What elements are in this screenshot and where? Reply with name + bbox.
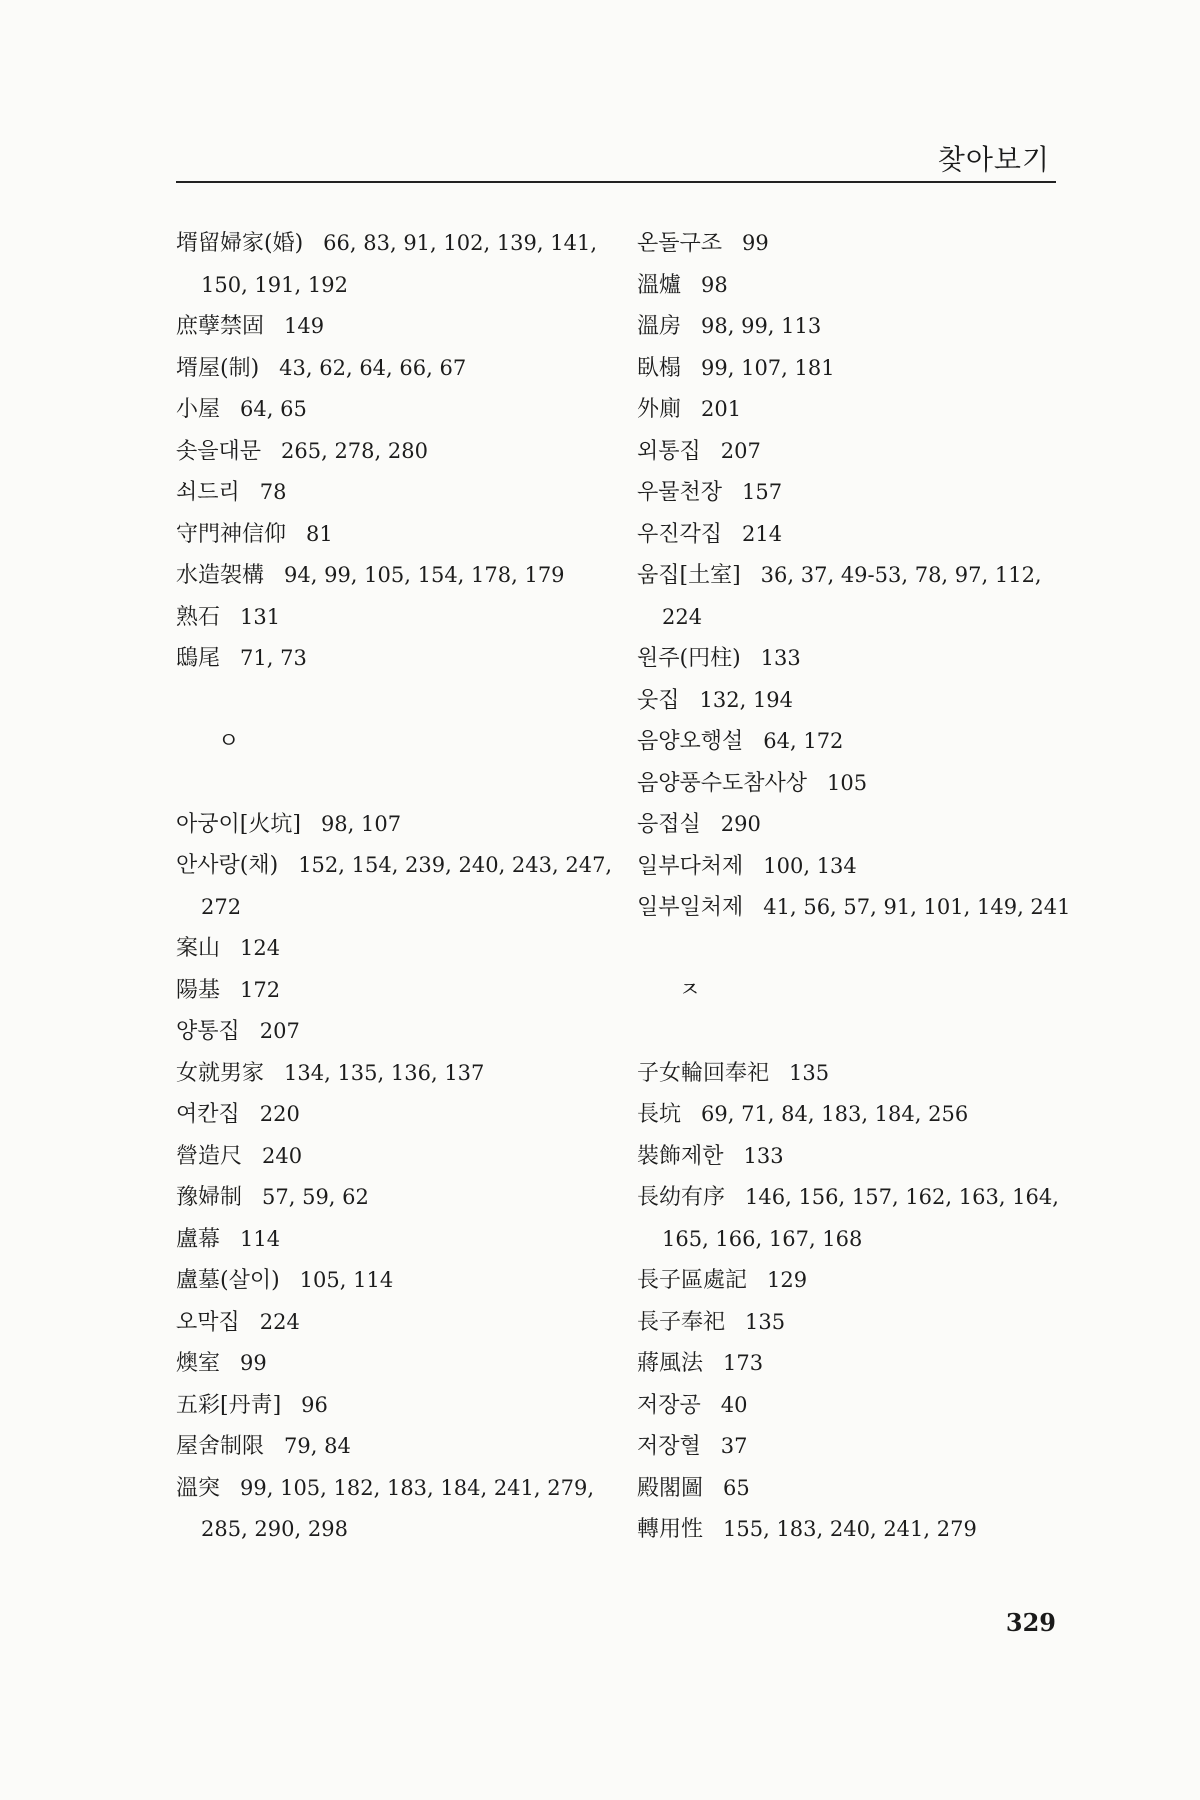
index-term: 壻留婦家(婚)	[176, 231, 304, 256]
index-pages: 98, 107	[320, 811, 402, 836]
index-pages: 133	[743, 1143, 784, 1168]
index-pages: 114	[240, 1226, 281, 1251]
index-entry	[637, 1343, 1077, 1385]
index-term: 殿閣圖	[637, 1475, 704, 1501]
index-term: 盧墓(살이)	[176, 1268, 280, 1293]
index-pages: 71, 73	[240, 646, 307, 670]
index-term: 쇠드리	[176, 480, 240, 505]
index-entry	[176, 1302, 616, 1344]
index-term: 응접실	[637, 812, 701, 837]
index-entry	[637, 804, 1077, 846]
index-pages: 78	[259, 480, 287, 504]
index-term: 溫突	[176, 1475, 221, 1501]
index-entry	[176, 389, 616, 431]
index-pages: 43, 62, 64, 66, 67	[279, 355, 467, 380]
index-entry	[176, 1468, 616, 1551]
index-pages: 65	[723, 1475, 750, 1500]
index-term: 長幼有序	[637, 1185, 726, 1210]
index-pages: 146, 156, 157, 162, 163, 164, 165, 166, 167, 168	[662, 1185, 1059, 1251]
index-entry	[637, 389, 1077, 431]
index-entry	[176, 970, 616, 1012]
index-pages: 37	[720, 1434, 748, 1458]
index-pages: 207	[259, 1019, 300, 1043]
running-header-title: 찾아보기	[937, 143, 1050, 176]
index-pages: 124	[240, 936, 281, 960]
index-term: 오막집	[176, 1309, 240, 1335]
index-term: 일부다처제	[637, 853, 744, 879]
index-pages: 99, 107, 181	[701, 355, 835, 380]
index-entry	[176, 638, 616, 680]
index-entry	[637, 887, 1077, 929]
index-pages: 69, 71, 84, 183, 184, 256	[701, 1102, 969, 1126]
index-term: 일부일처제	[637, 895, 744, 920]
index-entry	[176, 223, 616, 306]
index-column-left	[176, 223, 616, 1551]
index-pages: 96	[301, 1392, 328, 1417]
index-term: 燠室	[176, 1351, 221, 1376]
index-pages: 157	[742, 480, 783, 504]
index-pages: 135	[745, 1309, 786, 1334]
section-heading: ㅈ	[679, 977, 701, 1003]
index-term: 溫房	[637, 314, 682, 339]
index-term: 小屋	[176, 397, 221, 422]
index-term: 음양오행설	[637, 729, 744, 754]
index-term: 웃집	[637, 687, 680, 713]
index-pages: 98	[701, 272, 728, 297]
index-term: 女就男家	[176, 1060, 265, 1086]
index-term: 守門神信仰	[176, 521, 287, 547]
index-entry	[176, 1260, 616, 1302]
index-term: 轉用性	[637, 1517, 704, 1542]
index-entry	[176, 431, 616, 473]
index-entry	[176, 1094, 616, 1136]
index-entry	[176, 1219, 616, 1261]
index-entry	[637, 638, 1077, 680]
index-entry	[637, 555, 1077, 638]
index-entry	[176, 1136, 616, 1178]
index-term: 豫婦制	[176, 1185, 243, 1210]
index-entry	[637, 306, 1077, 348]
index-term: 저장공	[637, 1392, 701, 1418]
index-term: 외통집	[637, 438, 701, 464]
index-entry	[637, 431, 1077, 473]
index-entry	[176, 845, 616, 928]
index-term: 鴟尾	[176, 646, 221, 671]
index-term: 長坑	[637, 1102, 682, 1127]
index-pages: 172	[240, 977, 281, 1002]
index-term: 營造尺	[176, 1143, 243, 1169]
index-term: 아궁이[火坑]	[176, 811, 301, 837]
index-entry	[637, 1385, 1077, 1427]
index-term: 움집[土室]	[637, 563, 741, 588]
index-entry	[176, 348, 616, 390]
index-entry	[637, 721, 1077, 763]
index-pages: 132, 194	[699, 687, 794, 712]
index-list	[637, 223, 1077, 929]
index-pages: 99, 105, 182, 183, 184, 241, 279, 285, 290, 298	[201, 1475, 595, 1541]
index-entry	[176, 1426, 616, 1468]
index-term: 솟을대문	[176, 438, 262, 464]
index-list	[637, 1053, 1077, 1551]
index-pages: 214	[742, 521, 783, 546]
index-entry	[176, 555, 616, 597]
index-term: 우진각집	[637, 521, 723, 547]
index-entry	[637, 846, 1077, 888]
index-entry	[176, 1177, 616, 1219]
index-term: 庶孽禁固	[176, 314, 265, 339]
index-pages: 81	[306, 521, 333, 546]
index-pages: 149	[284, 314, 325, 338]
index-pages: 201	[701, 397, 742, 421]
index-term: 蔣風法	[637, 1351, 704, 1376]
index-entry	[637, 1053, 1077, 1095]
index-pages: 99	[240, 1351, 267, 1375]
index-pages: 129	[767, 1268, 808, 1292]
index-entry	[176, 306, 616, 348]
index-term: 盧幕	[176, 1226, 221, 1252]
header-rule	[176, 181, 1056, 183]
index-term: 水造袈構	[176, 563, 265, 588]
index-term: 음양풍수도참사상	[637, 770, 808, 796]
index-pages: 240	[262, 1143, 303, 1168]
index-pages: 57, 59, 62	[262, 1185, 369, 1209]
index-term: 저장혈	[637, 1434, 701, 1459]
index-entry	[637, 763, 1077, 805]
index-pages: 265, 278, 280	[281, 438, 428, 463]
index-list	[176, 804, 616, 1551]
index-pages: 41, 56, 57, 91, 101, 149, 241	[763, 895, 1071, 919]
index-entry	[637, 472, 1077, 514]
index-term: 熟石	[176, 604, 221, 630]
index-term: 屋舍制限	[176, 1434, 265, 1459]
index-pages: 66, 83, 91, 102, 139, 141, 150, 191, 192	[201, 231, 598, 297]
index-term: 안사랑(채)	[176, 853, 279, 878]
index-pages: 134, 135, 136, 137	[284, 1060, 485, 1085]
index-term: 外廁	[637, 397, 682, 422]
index-entry	[176, 1385, 616, 1427]
index-term: 원주(円柱)	[637, 646, 741, 671]
index-pages: 79, 84	[284, 1434, 351, 1458]
index-entry	[637, 1302, 1077, 1344]
index-entry	[176, 804, 616, 846]
index-entry	[637, 1426, 1077, 1468]
index-entry	[637, 514, 1077, 556]
index-entry	[637, 1260, 1077, 1302]
page-number: 329	[1005, 1608, 1056, 1637]
index-term: 온돌구조	[637, 231, 723, 256]
index-entry	[637, 1509, 1077, 1551]
index-entry	[176, 1343, 616, 1385]
index-pages: 152, 154, 239, 240, 243, 247, 272	[201, 853, 613, 919]
index-entry	[637, 680, 1077, 722]
index-term: 五彩[丹靑]	[176, 1392, 282, 1418]
index-entry	[637, 1136, 1077, 1178]
index-pages: 40	[720, 1392, 748, 1417]
index-term: 臥榻	[637, 355, 682, 381]
index-entry	[637, 1177, 1077, 1260]
index-pages: 133	[760, 646, 801, 670]
index-pages: 98, 99, 113	[701, 314, 822, 338]
index-term: 裝飾제한	[637, 1143, 724, 1169]
index-term: 子女輪回奉祀	[637, 1060, 770, 1086]
index-pages: 64, 65	[240, 397, 307, 421]
index-pages: 105, 114	[299, 1268, 394, 1292]
index-pages: 36, 37, 49-53, 78, 97, 112, 224	[662, 563, 1042, 629]
index-pages: 99	[742, 231, 769, 255]
index-entry	[176, 472, 616, 514]
index-term: 壻屋(制)	[176, 355, 260, 381]
index-list	[176, 223, 616, 680]
index-term: 長子奉祀	[637, 1309, 726, 1335]
index-pages: 105	[827, 770, 868, 795]
index-entry	[637, 265, 1077, 307]
index-term: 陽基	[176, 977, 221, 1003]
index-entry	[637, 348, 1077, 390]
index-pages: 173	[723, 1351, 764, 1375]
index-term: 長子區處記	[637, 1268, 748, 1293]
index-entry	[637, 1468, 1077, 1510]
index-pages: 64, 172	[763, 729, 844, 753]
index-pages: 207	[720, 438, 761, 463]
index-pages: 100, 134	[763, 853, 857, 878]
section-heading: ㅇ	[218, 728, 240, 754]
index-pages: 94, 99, 105, 154, 178, 179	[284, 563, 565, 587]
index-entry	[176, 1053, 616, 1095]
index-entry	[176, 1011, 616, 1053]
index-pages: 224	[259, 1309, 300, 1334]
index-entry	[176, 597, 616, 639]
index-pages: 155, 183, 240, 241, 279	[723, 1517, 977, 1541]
index-pages: 290	[720, 812, 761, 836]
index-entry	[637, 1094, 1077, 1136]
index-entry	[637, 223, 1077, 265]
index-column-right	[637, 223, 1077, 1551]
index-term: 우물천장	[637, 480, 723, 505]
index-pages: 135	[789, 1060, 830, 1085]
index-pages: 220	[259, 1102, 300, 1126]
index-term: 溫爐	[637, 272, 682, 298]
index-entry	[176, 928, 616, 970]
index-term: 여칸집	[176, 1102, 240, 1127]
index-pages: 131	[240, 604, 281, 629]
index-term: 양통집	[176, 1019, 240, 1044]
index-term: 案山	[176, 936, 221, 961]
index-entry	[176, 514, 616, 556]
